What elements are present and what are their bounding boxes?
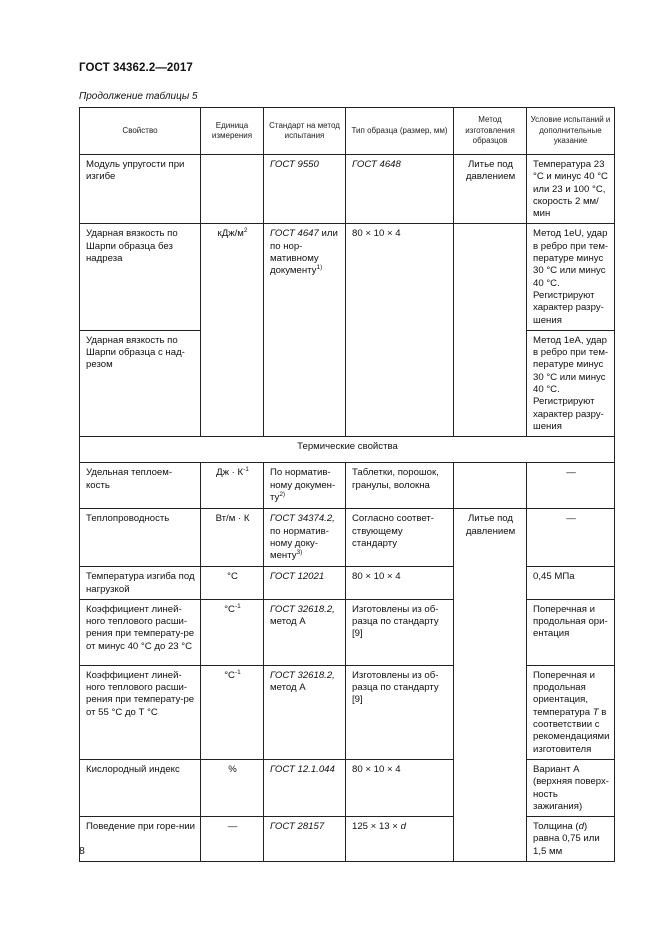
properties-table [79, 107, 615, 862]
cell-property: Теплопроводность [80, 509, 201, 567]
cell-method: Литье под давлением [454, 155, 527, 224]
cell-specimen [346, 817, 454, 862]
cell-condition [527, 817, 615, 862]
cell-property: Коэффициент линей-ного теплового расши-рения при температу-ре от 55 °С до Т °С [80, 665, 201, 759]
specimen-text: 125 × 13 × [352, 821, 398, 833]
condition-text: Толщина ( [533, 821, 579, 833]
document-code: ГОСТ 34362.2—2017 [79, 62, 193, 74]
table-row [80, 155, 615, 224]
cell-specimen: 80 × 10 × 4 [346, 567, 454, 600]
standard-note: или по нор-мативному документу [270, 228, 338, 277]
cell-condition [527, 665, 615, 759]
cell-condition: Поперечная и продольная ори-ентация [527, 599, 615, 665]
unit-superscript: -1 [234, 668, 241, 676]
cell-property: Удельная теплоем-кость [80, 463, 201, 509]
table-row [80, 759, 615, 816]
standard-note: метод А [270, 682, 306, 694]
column-header-condition: Условие испытаний и дополнительные указание [527, 108, 615, 155]
cell-condition: Температура 23 °С и минус 40 °С или 23 и 100 °С, скорость 2 мм/мин [527, 155, 615, 224]
cell-unit [201, 463, 264, 509]
cell-property: Поведение при горе-нии [80, 817, 201, 862]
footnote-ref: 1) [316, 264, 323, 272]
condition-text: ) равна 0,75 или 1,5 мм [533, 821, 600, 857]
cell-condition: Метод 1eU, удар в ребро при тем-пературе минус 30 °С или минус 40 °С. Регистрируют характер разру-шения [527, 224, 615, 330]
cell-standard [264, 463, 346, 509]
cell-standard: ГОСТ 12.1.044 [264, 759, 346, 816]
cell-unit: °С [201, 567, 264, 600]
cell-unit: % [201, 759, 264, 816]
section-row [80, 437, 615, 463]
column-header-specimen: Тип образца (размер, мм) [346, 108, 454, 155]
unit-text: °С [224, 669, 235, 681]
column-header-standard: Стандарт на метод испытания [264, 108, 346, 155]
column-header-unit: Единица измерения [201, 108, 264, 155]
standard-note: по норматив-ному доку-менту [270, 525, 329, 562]
table-row [80, 599, 615, 665]
column-header-property: Свойство [80, 108, 201, 155]
cell-standard: ГОСТ 28157 [264, 817, 346, 862]
cell-condition: 0,45 МПа [527, 567, 615, 600]
cell-specimen: Изготовлены из об-разца по стандарту [9] [346, 599, 454, 665]
cell-standard [264, 665, 346, 759]
condition-variable: d [578, 821, 584, 833]
table-row [80, 817, 615, 862]
cell-specimen: ГОСТ 4648 [346, 155, 454, 224]
standard-note: метод А [270, 616, 306, 628]
cell-standard: ГОСТ 12021 [264, 567, 346, 600]
cell-condition: — [527, 463, 615, 509]
standard-note: По норматив-ному докумен-ту [270, 467, 336, 503]
specimen-variable: d [400, 821, 406, 833]
table-header-row [80, 108, 615, 155]
cell-method: Литье под давлением [454, 509, 527, 862]
cell-condition: Вариант А (верхняя поверх-ность зажигания) [527, 759, 615, 816]
cell-condition: — [527, 509, 615, 567]
unit-text: °С [224, 603, 235, 615]
cell-property: Температура изгиба под нагрузкой [80, 567, 201, 600]
cell-condition: Метод 1eA, удар в ребро при тем-пературе минус 30 °С или минус 40 °С. Регистрируют характер разру-шения [527, 330, 615, 436]
condition-text: в соответствии с рекомендациями изготовителя [533, 706, 610, 755]
condition-text: Поперечная и продольная ориентация, температура [533, 669, 595, 718]
column-header-method: Метод изготовления образцов [454, 108, 527, 155]
cell-specimen: Изготовлены из об-разца по стандарту [9] [346, 665, 454, 759]
table-row [80, 463, 615, 509]
cell-unit [201, 155, 264, 224]
table-row [80, 509, 615, 567]
cell-standard: ГОСТ 9550 [264, 155, 346, 224]
condition-variable: Т [592, 706, 599, 718]
cell-property: Кислородный индекс [80, 759, 201, 816]
page-number: 8 [79, 845, 85, 857]
unit-text: Дж · К [216, 467, 244, 479]
section-title: Термические свойства [80, 437, 615, 463]
cell-specimen: Согласно соответ-ствующему стандарту [346, 509, 454, 567]
cell-specimen: 80 × 10 × 4 [346, 759, 454, 816]
cell-unit: — [201, 817, 264, 862]
cell-unit [201, 599, 264, 665]
cell-property: Модуль упругости при изгибе [80, 155, 201, 224]
table-row [80, 224, 615, 330]
cell-property: Ударная вязкость по Шарпи образца без надреза [80, 224, 201, 330]
unit-superscript: -1 [243, 466, 249, 474]
cell-specimen: 80 × 10 × 4 [346, 224, 454, 437]
cell-specimen: Таблетки, порошок, гранулы, волокна [346, 463, 454, 509]
footnote-ref: 3) [296, 548, 303, 556]
cell-method [454, 463, 527, 509]
unit-superscript: -1 [234, 602, 241, 610]
unit-superscript: 2 [243, 227, 248, 235]
cell-property: Коэффициент линей-ного теплового расши-рения при температу-ре от минус 40 °С до 23 °С [80, 599, 201, 665]
cell-standard [264, 224, 346, 437]
cell-unit [201, 665, 264, 759]
cell-unit: Вт/м · К [201, 509, 264, 567]
footnote-ref: 2) [279, 490, 286, 498]
standard-code: ГОСТ 32618.2, [270, 603, 335, 615]
standard-code: ГОСТ 34374.2, [270, 513, 335, 525]
table-row [80, 567, 615, 600]
cell-unit [201, 224, 264, 437]
unit-text: кДж/м [217, 228, 244, 240]
cell-property: Ударная вязкость по Шарпи образца с над-резом [80, 330, 201, 436]
standard-code: ГОСТ 4647 [270, 228, 319, 240]
cell-method [454, 224, 527, 437]
standard-code: ГОСТ 32618.2, [270, 669, 335, 681]
cell-standard [264, 509, 346, 567]
cell-standard [264, 599, 346, 665]
table-continuation-caption: Продолжение таблицы 5 [79, 91, 198, 102]
table-row [80, 665, 615, 759]
